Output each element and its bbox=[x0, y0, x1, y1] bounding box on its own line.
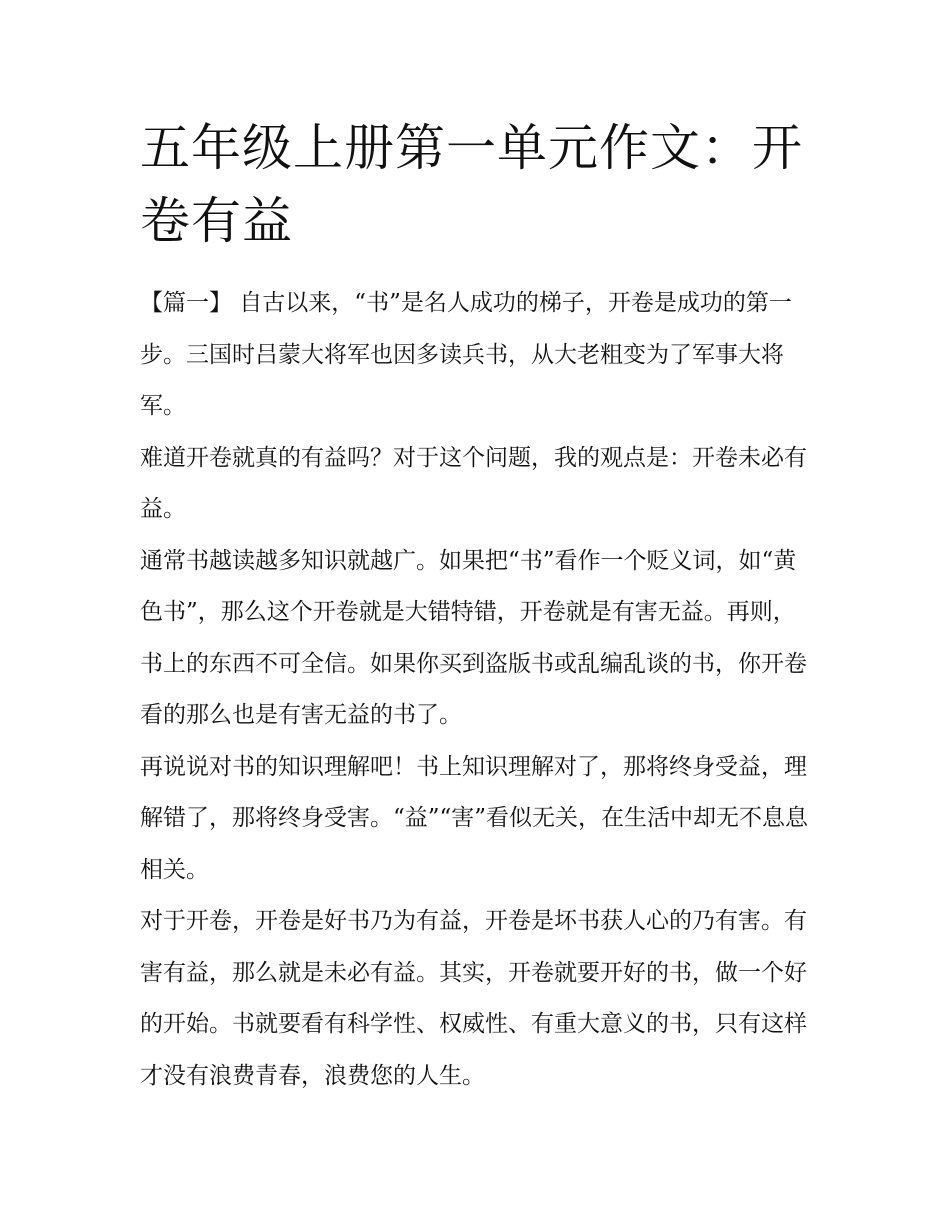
document-page bbox=[140, 112, 815, 1102]
document-title: 五年级上册第一单元作文：开卷有益 bbox=[140, 119, 803, 250]
paragraph-3: 通常书越读越多知识就越广。如果把“书”看作一个贬义词，如“黄色书”，那么这个开卷就是大错特错，开卷就是有害无益。再则，书上的东西不可全信。如果你买到盗版书或乱编乱谈的书，你开卷看的那么也是有害无益的书了。 bbox=[140, 547, 807, 728]
paragraph-1: 【篇一】 自古以来，“书”是名人成功的梯子，开卷是成功的第一步。三国时吕蒙大将军也因多读兵书，从大老粗变为了军事大将军。 bbox=[140, 290, 792, 419]
paragraph-4: 再说说对书的知识理解吧！书上知识理解对了，那将终身受益，理解错了，那将终身受害。“益”“害”看似无关，在生活中却无不息息相关。 bbox=[140, 753, 809, 883]
paragraph-2: 难道开卷就真的有益吗？对于这个问题，我的观点是：开卷未必有益。 bbox=[140, 444, 807, 522]
document-body bbox=[140, 278, 815, 1102]
paragraph-5: 对于开卷，开卷是好书乃为有益，开卷是坏书获人心的乃有害。有害有益，那么就是未必有益。其实，开卷就要开好的书，做一个好的开始。书就要看有科学性、权威性、有重大意义的书，只有这样才没有浪费青春，浪费您的人生。 bbox=[140, 908, 807, 1089]
